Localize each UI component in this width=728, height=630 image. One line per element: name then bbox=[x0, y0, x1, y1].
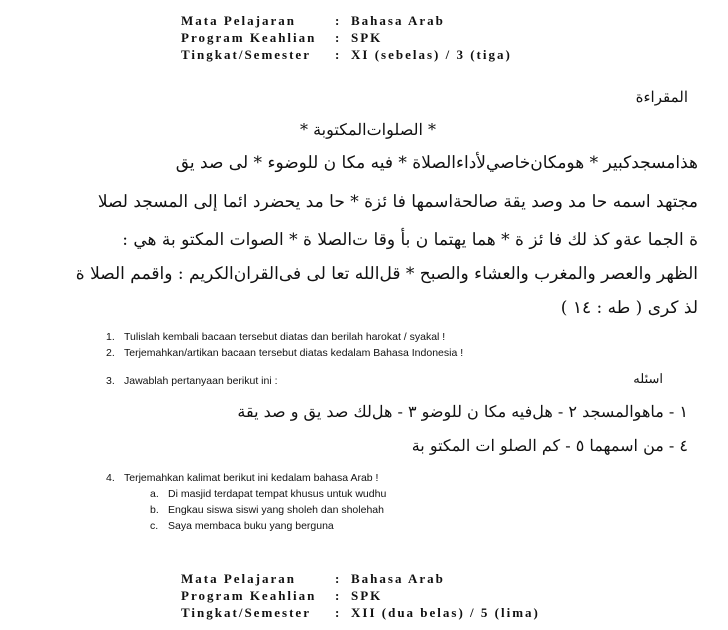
reading-line: لذ كرى ( طه : ١٤ ) bbox=[560, 298, 698, 318]
header-colon: : bbox=[335, 588, 342, 603]
sub-item-text: Di masjid terdapat tempat khusus untuk wudhu bbox=[168, 488, 387, 500]
sub-item-text: Engkau siswa siswi yang sholeh dan sholehah bbox=[168, 504, 384, 516]
sub-letter: b. bbox=[150, 504, 159, 516]
header-value: SPK bbox=[351, 30, 383, 45]
header-row-level bbox=[181, 604, 540, 621]
header-row-subject bbox=[181, 12, 512, 29]
reading-line: هذامسجدكبير * هومكان‌خاصي‌لأداءالصلاة * فيه مكا ن للوضوء * لى صد يق bbox=[175, 153, 698, 173]
header-colon: : bbox=[335, 571, 342, 586]
questions-line-1: ١ - ماهوالمسجد ٢ - هل‌فيه مكا ن للوضو ٣ - هل‌لك صد يق و صد يقة bbox=[237, 402, 688, 421]
instruction-1 bbox=[106, 331, 445, 343]
reading-line: ة الجما عةو كذ لك فا ئز ة * هما يهتما ن بأ وقا ت‌الصلا ة * الصوات المكتو بة هي : bbox=[122, 230, 698, 250]
instruction-text: Tulislah kembali bacaan tersebut diatas dan berilah harokat / syakal ! bbox=[124, 331, 446, 343]
header-row-program bbox=[181, 587, 540, 604]
header-row-level bbox=[181, 46, 512, 63]
reading-line: الظهر والعصر والمغرب والعشاء والصبح * قل‌الله تعا لى فى‌القران‌الكريم : واقمم الصلا ة bbox=[75, 264, 698, 284]
sub-item-b bbox=[150, 504, 384, 516]
header-value: Bahasa Arab bbox=[351, 13, 445, 28]
header-label: Tingkat/Semester bbox=[181, 47, 311, 62]
sub-letter: c. bbox=[150, 520, 159, 532]
header-colon: : bbox=[335, 30, 342, 45]
subject-header-2 bbox=[181, 570, 540, 621]
header-row-program bbox=[181, 29, 512, 46]
header-label: Program Keahlian bbox=[181, 30, 317, 45]
reading-title: * الصلوات‌المكتوبة * bbox=[300, 120, 436, 139]
questions-line-2: ٤ - من اسمهما ٥ - كم الصلو ات المكتو بة bbox=[411, 436, 688, 455]
section-title: المقراءة bbox=[635, 88, 688, 106]
sub-item-a bbox=[150, 488, 386, 500]
list-number: 3. bbox=[106, 375, 115, 387]
sub-item-c bbox=[150, 520, 334, 532]
questions-label: اسئله bbox=[633, 372, 663, 387]
header-colon: : bbox=[335, 605, 342, 620]
instruction-2 bbox=[106, 347, 463, 359]
instruction-3 bbox=[106, 375, 278, 387]
instruction-text: Terjemahkan/artikan bacaan tersebut diatas kedalam Bahasa Indonesia ! bbox=[124, 347, 464, 359]
list-number: 4. bbox=[106, 472, 115, 484]
header-label: Tingkat/Semester bbox=[181, 605, 311, 620]
header-label: Mata Pelajaran bbox=[181, 571, 297, 586]
sub-letter: a. bbox=[150, 488, 159, 500]
header-value: XI (sebelas) / 3 (tiga) bbox=[351, 47, 512, 62]
sub-item-text: Saya membaca buku yang berguna bbox=[168, 520, 334, 532]
header-row-subject bbox=[181, 570, 540, 587]
reading-line: مجتهد اسمه حا مد وصد يقة صالحةاسمها فا ئزة * حا مد يحضرد ائما إلى المسجد لصلا bbox=[97, 192, 698, 212]
header-colon: : bbox=[335, 47, 342, 62]
header-label: Mata Pelajaran bbox=[181, 13, 297, 28]
header-value: XII (dua belas) / 5 (lima) bbox=[351, 605, 540, 620]
list-number: 2. bbox=[106, 347, 115, 359]
instruction-text: Terjemahkan kalimat berikut ini kedalam bahasa Arab ! bbox=[124, 472, 379, 484]
subject-header bbox=[181, 12, 512, 63]
header-label: Program Keahlian bbox=[181, 588, 317, 603]
instruction-4 bbox=[106, 472, 378, 484]
list-number: 1. bbox=[106, 331, 115, 343]
header-value: Bahasa Arab bbox=[351, 571, 445, 586]
instruction-text: Jawablah pertanyaan berikut ini : bbox=[124, 375, 278, 387]
header-colon: : bbox=[335, 13, 342, 28]
header-value: SPK bbox=[351, 588, 383, 603]
